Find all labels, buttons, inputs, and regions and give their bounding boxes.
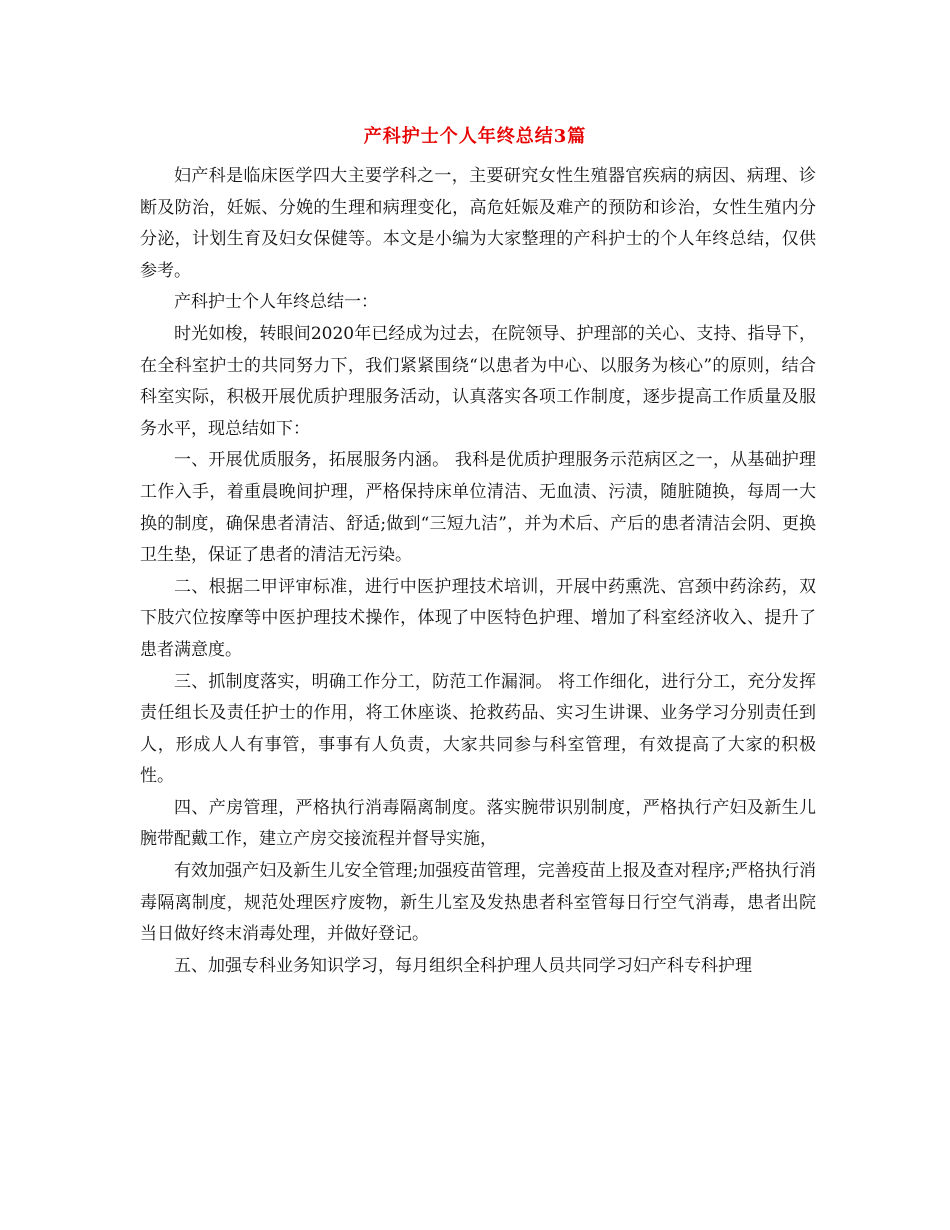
paragraph-item-5: 五、加强专科业务知识学习，每月组织全科护理人员共同学习妇产科专科护理 xyxy=(174,955,752,976)
paragraph-section-heading: 产科护士个人年终总结一： xyxy=(174,292,378,313)
paragraph-intro: 妇产科是临床医学四大主要学科之一，主要研究女性生殖器官疾病的病因、病理、诊断及防治，妊娠、分娩的生理和病理变化，高危妊娠及难产的预防和诊治，女性生殖内分分泌，计划生育及妇女保健等。本文是小编为大家整理的产科护士的个人年终总结，仅供参考。 xyxy=(140,166,816,281)
paragraph-item-3: 三、抓制度落实，明确工作分工，防范工作漏洞。 将工作细化，进行分工，充分发挥责任组长及责任护士的作用，将工休座谈、抢救药品、实习生讲课、业务学习分别责任到人，形成人人有事管，事事有人负责，大家共同参与科室管理，有效提高了大家的积极性。 xyxy=(140,671,816,787)
paragraph-opening: 时光如梭，转眼间2020年已经成为过去，在院领导、护理部的关心、支持、指导下，在全科室护士的共同努力下，我们紧紧围绕“以患者为中心、以服务为核心”的原则，结合科室实际，积极开展优质护理服务活动，认真落实各项工作制度，逐步提高工作质量及服务水平，现总结如下： xyxy=(140,323,816,439)
document-title: 产科护士个人年终总结3篇 xyxy=(363,126,587,147)
paragraph-item-2: 二、根据二甲评审标准，进行中医护理技术培训，开展中药熏洗、宫颈中药涂药，双下肢穴位按摩等中医护理技术操作，体现了中医特色护理、增加了科室经济收入、提升了患者满意度。 xyxy=(140,576,816,660)
paragraph-item-4: 四、产房管理，严格执行消毒隔离制度。落实腕带识别制度，严格执行产妇及新生儿腕带配戴工作，建立产房交接流程并督导实施， xyxy=(140,797,816,850)
paragraph-item-4-continued: 有效加强产妇及新生儿安全管理;加强疫苗管理，完善疫苗上报及查对程序;严格执行消毒隔离制度，规范处理医疗废物，新生儿室及发热患者科室管每日行空气消毒，患者出院当日做好终末消毒处理，并做好登记。 xyxy=(140,861,816,945)
document-body xyxy=(140,161,816,982)
paragraph-item-1: 一、开展优质服务，拓展服务内涵。 我科是优质护理服务示范病区之一，从基础护理工作入手，着重晨晚间护理，严格保持床单位清洁、无血渍、污渍，随脏随换，每周一大换的制度，确保患者清洁、舒适;做到“三短九洁”，并为术后、产后的患者清洁会阴、更换卫生垫，保证了患者的清洁无污染。 xyxy=(140,450,816,566)
